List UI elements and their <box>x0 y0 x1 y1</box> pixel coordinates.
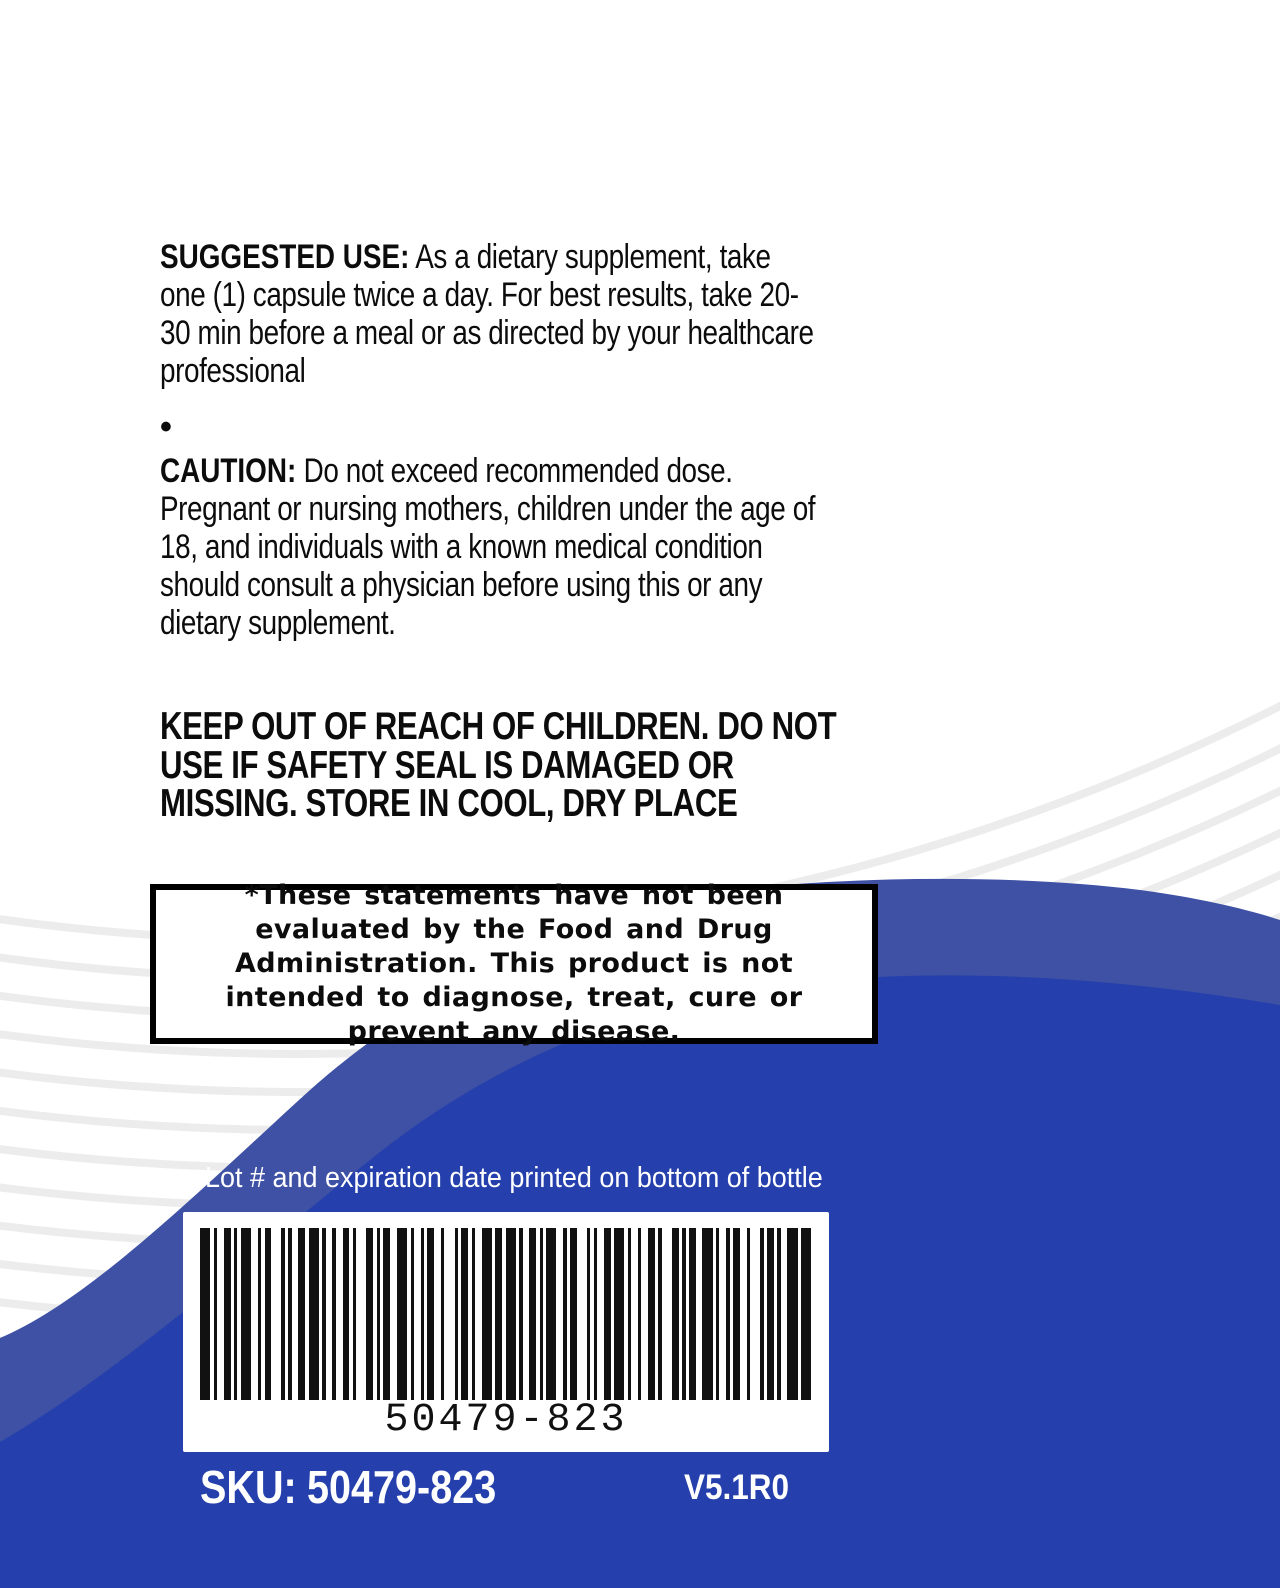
bullet-icon: • <box>160 408 172 446</box>
suggested-use-text: As a dietary supplement, take one (1) capsule twice a day. For best results, take 20-30 min before a meal or as directed by your healthcare professional <box>160 238 814 390</box>
keep-out-warning: KEEP OUT OF REACH OF CHILDREN. DO NOT USE IF SAFETY SEAL IS DAMAGED OR MISSING. STORE IN COOL, DRY PLACE <box>160 705 837 825</box>
fda-disclaimer-text: *These statements have not been evaluated by the Food and Drug Administration. This product is not intended to diagnose, treat, cure or prevent any disease. <box>225 880 803 1047</box>
caution-heading: CAUTION: <box>160 452 297 490</box>
barcode <box>200 1228 812 1400</box>
caution-paragraph <box>160 452 820 642</box>
lot-expiration-note: Lot # and expiration date printed on bottom of bottle <box>205 1162 823 1194</box>
sku-value: 50479-823 <box>307 1461 497 1513</box>
suggested-use-paragraph <box>160 238 820 390</box>
barcode-number: 50479-823 <box>384 1398 628 1443</box>
version-code: V5.1R0 <box>684 1468 790 1507</box>
sku-line <box>200 1460 496 1514</box>
barcode-card <box>183 1212 829 1452</box>
fda-disclaimer-box <box>150 880 878 1047</box>
suggested-use-heading: SUGGESTED USE: <box>160 238 410 276</box>
caution-text: Do not exceed recommended dose. Pregnant or nursing mothers, children under the age of 18, and individuals with a known medical condition should consult a physician before using this or any dietary supplement. <box>160 452 816 642</box>
sku-label: SKU: <box>200 1461 297 1513</box>
